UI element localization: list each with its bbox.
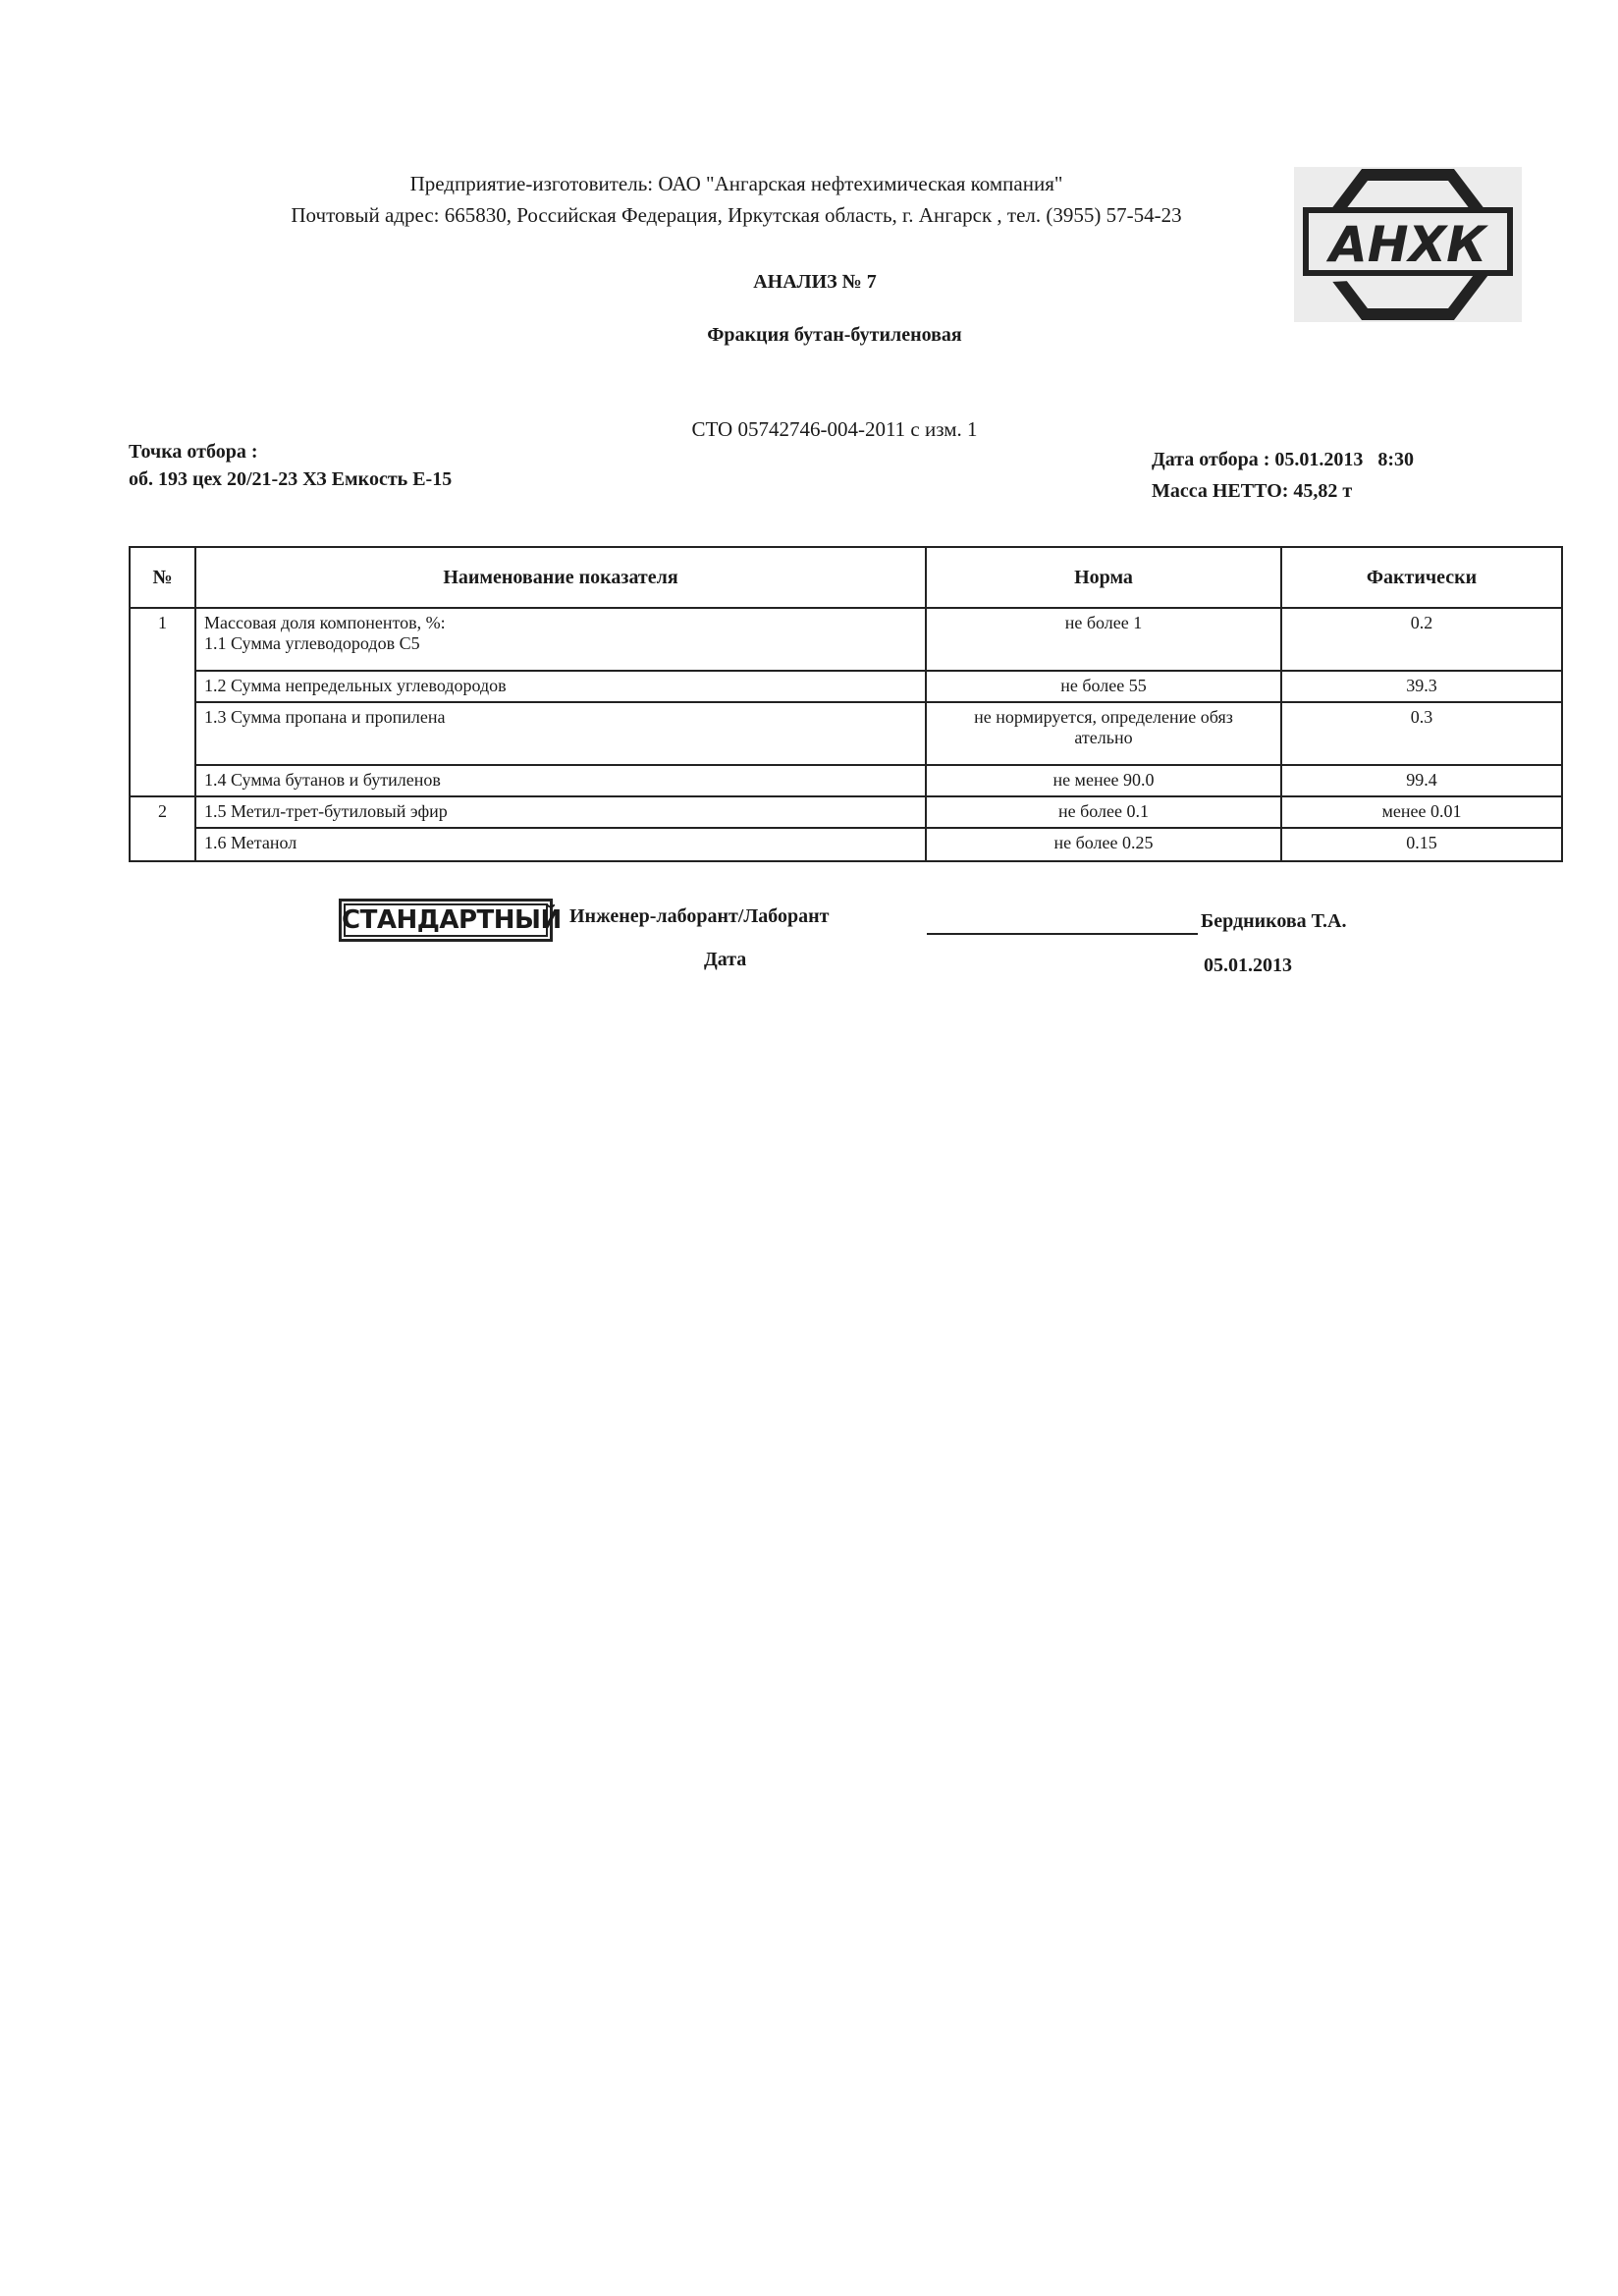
row-name: 1.2 Сумма непредельных углеводородов [195, 671, 926, 702]
row-actual: 99.4 [1281, 765, 1562, 796]
header-norm: Норма [926, 547, 1281, 608]
table-row [130, 828, 1562, 861]
net-mass: Масса НЕТТО: 45,82 т [1152, 480, 1353, 502]
row-name: 1.3 Сумма пропана и пропилена [195, 702, 926, 765]
row-actual: 39.3 [1281, 671, 1562, 702]
row-actual: 0.3 [1281, 702, 1562, 765]
sampling-date: Дата отбора : 05.01.2013 8:30 [1152, 449, 1415, 470]
table-row [130, 765, 1562, 796]
row-name-line2: 1.1 Сумма углеводородов С5 [204, 633, 420, 653]
signature-line [927, 933, 1198, 935]
analysis-table [129, 546, 1563, 862]
row-actual: менее 0.01 [1281, 796, 1562, 828]
row-num: 2 [130, 796, 195, 861]
ankh-logo [1294, 167, 1522, 322]
row-norm: не менее 90.0 [926, 765, 1281, 796]
row-actual: 0.2 [1281, 608, 1562, 671]
header-actual: Фактически [1281, 547, 1562, 608]
row-name: 1.6 Метанол [195, 828, 926, 861]
standard-reference: СТО 05742746-004-2011 с изм. 1 [691, 417, 978, 441]
signature-date: 05.01.2013 [1204, 955, 1292, 976]
row-norm: не более 1 [926, 608, 1281, 671]
table-row [130, 796, 1562, 828]
date-label: Дата [704, 949, 747, 970]
ankh-logo-graphic [1294, 167, 1522, 322]
row-norm: не более 0.25 [926, 828, 1281, 861]
row-norm-line2: ательно [1074, 728, 1133, 747]
sampling-point-value: об. 193 цех 20/21-23 ХЗ Емкость Е-15 [129, 468, 453, 490]
standard-stamp: СТАНДАРТНЫЙ [339, 899, 553, 942]
header-name: Наименование показателя [195, 547, 926, 608]
table-header-row [130, 547, 1562, 608]
row-norm [926, 702, 1281, 765]
row-num: 1 [130, 608, 195, 796]
sampling-point-label: Точка отбора : [129, 441, 258, 463]
row-name: 1.5 Метил-трет-бутиловый эфир [195, 796, 926, 828]
signatory-role: Инженер-лаборант/Лаборант [569, 905, 830, 927]
manufacturer-line: Предприятие-изготовитель: ОАО "Ангарская нефтехимическая компания" [409, 172, 1063, 195]
document-title: АНАЛИЗ № 7 [753, 271, 877, 293]
row-norm: не более 0.1 [926, 796, 1281, 828]
row-name-line1: Массовая доля компонентов, %: [204, 613, 446, 632]
row-name [195, 608, 926, 671]
address-line: Почтовый адрес: 665830, Российская Федерация, Иркутская область, г. Ангарск , тел. (3955) 57-54-23 [291, 203, 1182, 227]
document-subtitle: Фракция бутан-бутиленовая [707, 324, 962, 346]
row-norm: не более 55 [926, 671, 1281, 702]
table-row [130, 702, 1562, 765]
table-row [130, 671, 1562, 702]
header-num: № [130, 547, 195, 608]
logo-text: АНХК [1329, 216, 1486, 273]
row-norm-line1: не нормируется, определение обяз [974, 707, 1233, 727]
table-row [130, 608, 1562, 671]
signatory-name: Бердникова Т.А. [1201, 910, 1347, 932]
row-name: 1.4 Сумма бутанов и бутиленов [195, 765, 926, 796]
row-actual: 0.15 [1281, 828, 1562, 861]
